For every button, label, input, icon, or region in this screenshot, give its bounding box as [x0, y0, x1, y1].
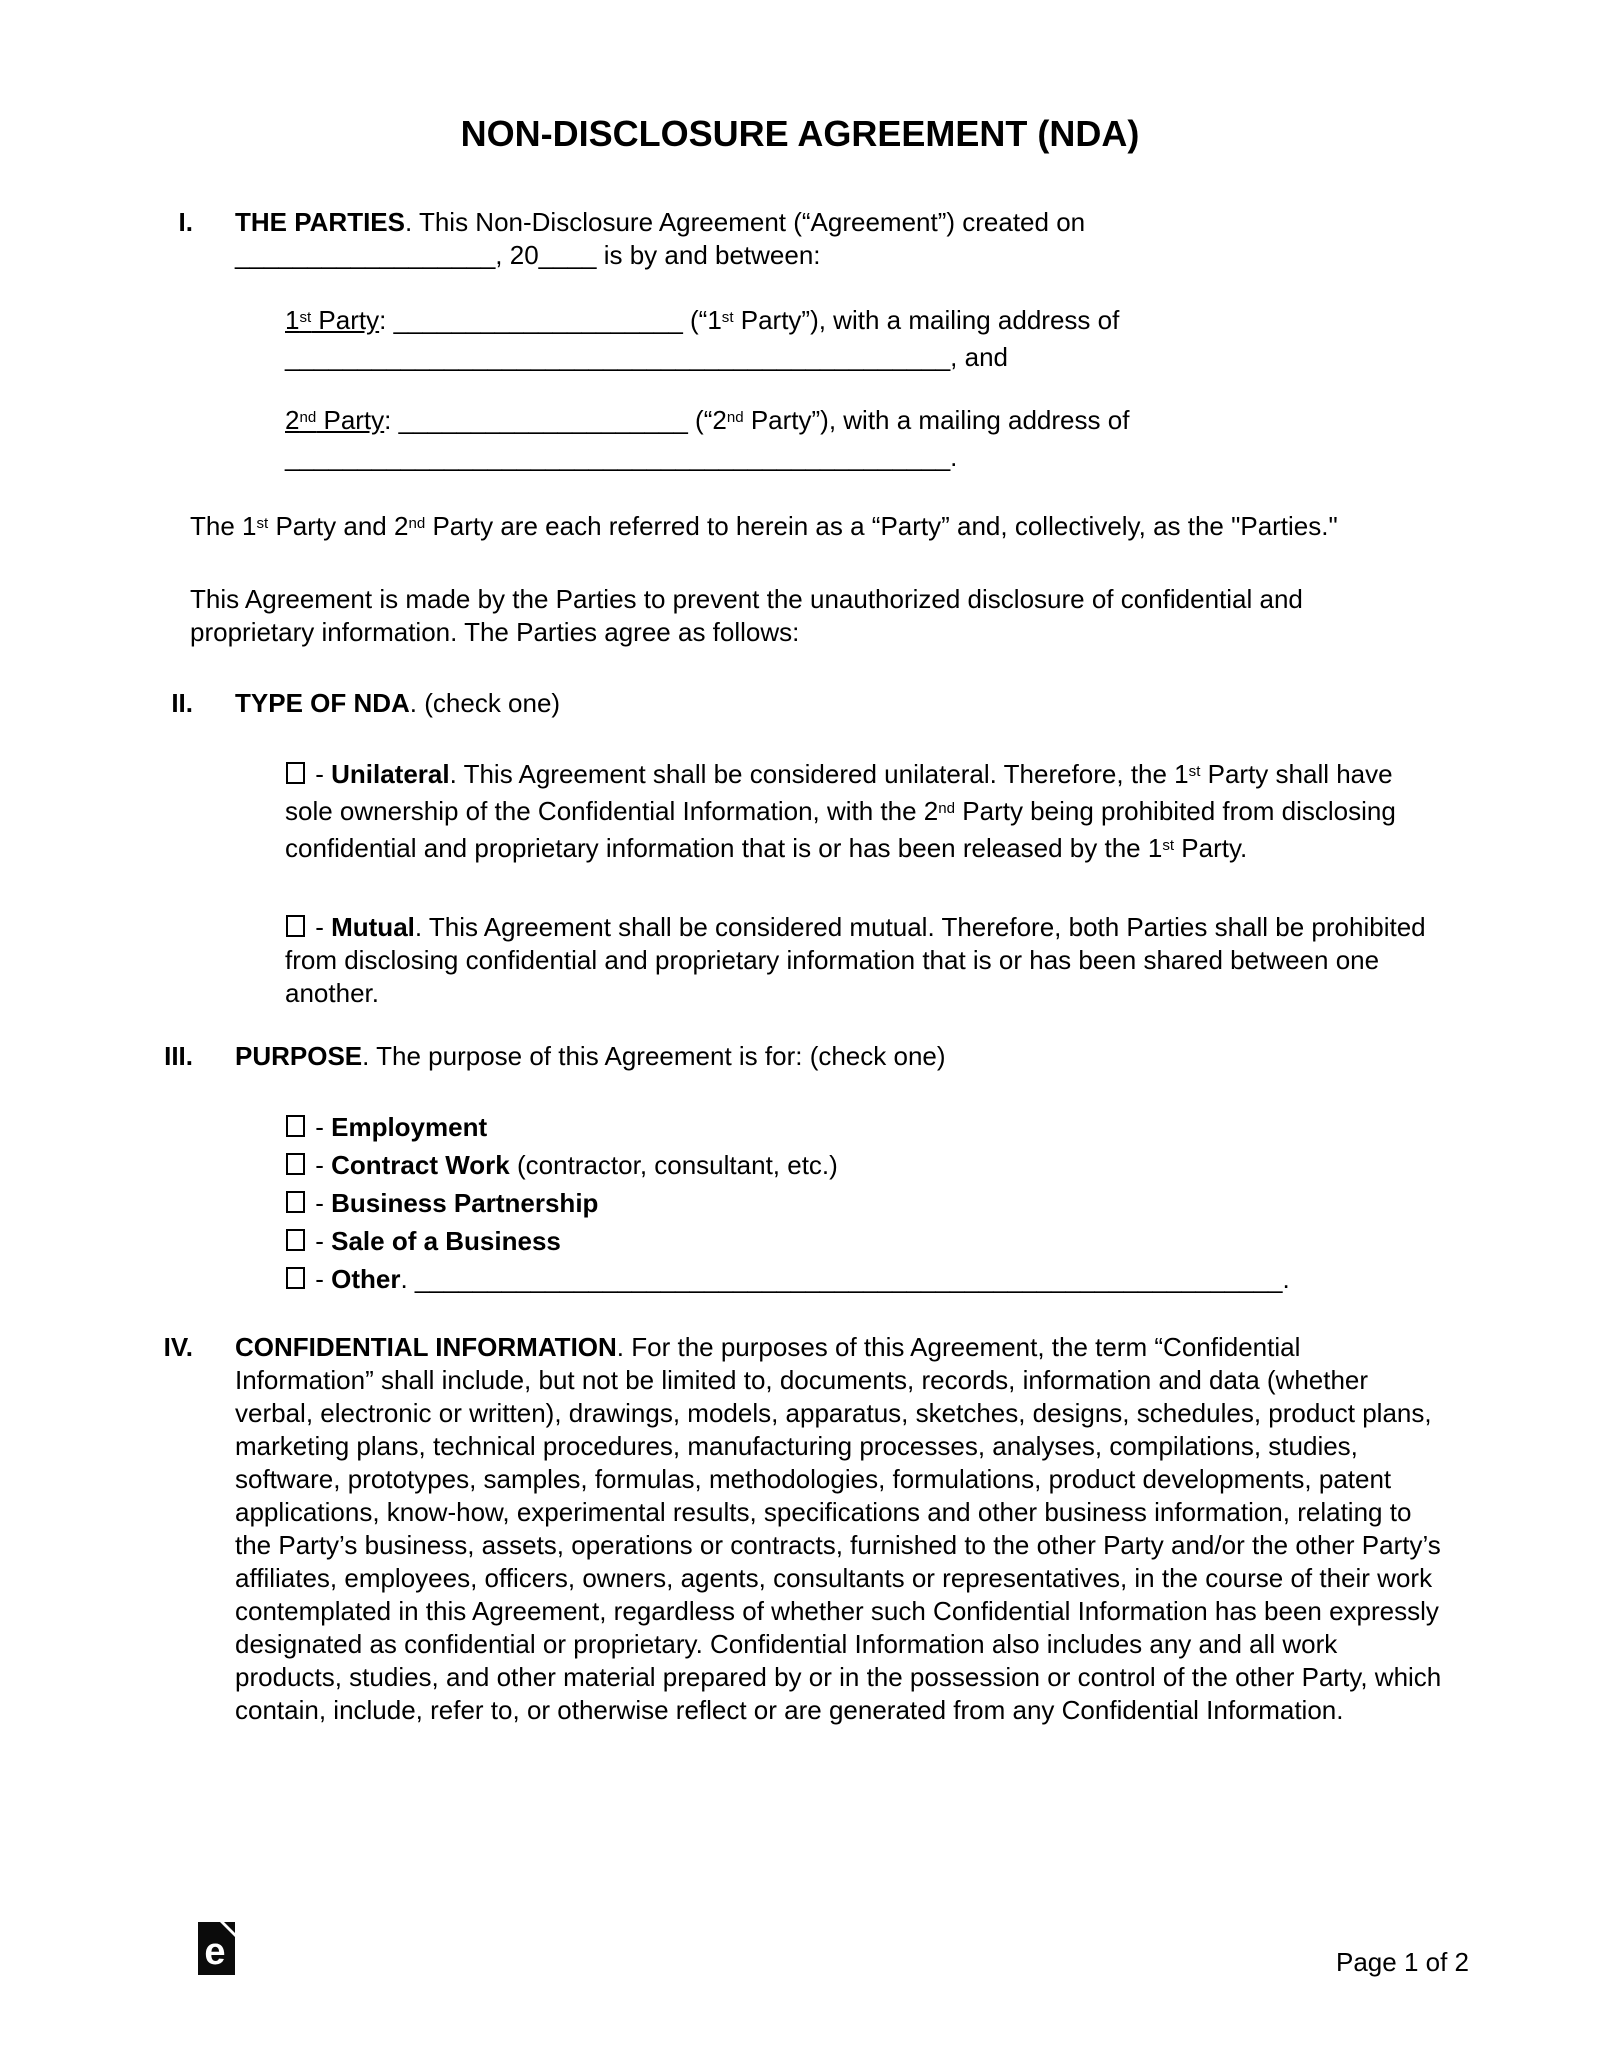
- text-fragment: nd: [299, 409, 317, 427]
- party2-name-blank[interactable]: ____________________: [398, 405, 688, 435]
- section-type-of-nda: [150, 687, 1600, 720]
- text-fragment: , 20: [495, 240, 539, 270]
- text-fragment: PURPOSE: [235, 1041, 363, 1071]
- text-fragment: Sale of a Business: [331, 1226, 561, 1256]
- text-fragment: st: [1162, 837, 1175, 855]
- section-the-parties: [150, 206, 1600, 272]
- agreement-date-blank[interactable]: __________________: [235, 240, 496, 270]
- checkbox-other[interactable]: [286, 1267, 305, 1289]
- text-fragment: . For the purposes of this Agreement, the term “Confidential Information” shall include, but not be limited to, documents, records, information and data (whether verbal, electronic or written), drawings, models, apparatus, sketches, designs, schedules, product plans, marketing plans, technical procedures, manufacturing processes, analyses, compilations, studies, software, prototypes, samples, formulas, methodologies, formulations, product developments, patent applications, know-how, experimental results, specifications and other business information, relating to the Party’s business, assets, operations or contracts, furnished to the other Party and/or the other Party’s affiliates, employees, officers, owners, agents, consultants or representatives, in the course of their work contemplated in this Agreement, regardless of whether such Confidential Information has been expressly designated as confidential or proprietary. Confidential Information also includes any and all work products, studies, and other material prepared by or in the possession or control of the other Party, which contain, include, refer to, or otherwise reflect or are generated from any Confidential Information.: [235, 1332, 1442, 1725]
- purpose-heading: [235, 1040, 1445, 1073]
- purpose-options-list: [285, 1111, 1445, 1296]
- text-fragment: -: [308, 1112, 332, 1142]
- text-fragment: . This Agreement shall be considered mutual. Therefore, both Parties shall be prohibited from disclosing confidential and proprietary information that is or has been shared between one another.: [285, 912, 1426, 1008]
- purpose-option-other: [285, 1263, 1445, 1296]
- text-fragment: nd: [938, 800, 956, 818]
- page-number-label: Page 1 of 2: [1336, 1947, 1469, 1977]
- text-fragment: .: [400, 1264, 415, 1294]
- purpose-option-sale-of-a-business: [285, 1225, 1445, 1258]
- party1-address-blank[interactable]: ______________________________________________: [285, 342, 951, 372]
- purpose-option-business-partnership: [285, 1187, 1445, 1220]
- text-fragment: . This Agreement shall be considered unilateral. Therefore, the 1: [449, 759, 1189, 789]
- text-fragment: Party”), with a mailing address of: [733, 305, 1120, 335]
- party1-line: [285, 304, 1445, 374]
- eforms-logo-icon: [198, 1922, 235, 1975]
- unilateral-option-paragraph: [285, 758, 1445, 869]
- text-fragment: -: [308, 1264, 332, 1294]
- text-fragment: . (check one): [409, 688, 561, 718]
- text-fragment: (“1: [682, 305, 722, 335]
- checkbox-business-partnership[interactable]: [286, 1191, 305, 1213]
- party2-label: [285, 405, 384, 435]
- text-fragment: . This Non-Disclosure Agreement (“Agreement”) created on: [404, 207, 1086, 237]
- mutual-option-paragraph: [285, 911, 1445, 1010]
- text-fragment: CONFIDENTIAL INFORMATION: [235, 1332, 617, 1362]
- text-fragment: (“2: [687, 405, 727, 435]
- party1-label: [285, 305, 379, 335]
- text-fragment: Mutual: [331, 912, 415, 942]
- purpose-option-contract-work: [285, 1149, 1445, 1182]
- parties-referred-paragraph: [190, 510, 1425, 547]
- text-fragment: is by and between:: [596, 240, 821, 270]
- checkbox-contract-work[interactable]: [286, 1153, 305, 1175]
- text-fragment: Party.: [1174, 833, 1248, 863]
- text-fragment: -: [308, 1226, 332, 1256]
- text-fragment: st: [1188, 763, 1201, 781]
- text-fragment: Party are each referred to herein as a “Party” and, collectively, as the "Parties.": [425, 511, 1338, 541]
- text-fragment: Employment: [331, 1112, 488, 1142]
- text-fragment: The 1: [190, 511, 257, 541]
- text-fragment: . The purpose of this Agreement is for: (check one): [362, 1041, 946, 1071]
- agreement-year-blank[interactable]: ____: [538, 240, 597, 270]
- section-numeral-2: II.: [171, 688, 193, 718]
- text-fragment: -: [308, 1150, 332, 1180]
- section-confidential-information: [150, 1331, 1600, 1727]
- text-fragment: 1: [285, 305, 300, 335]
- text-fragment: Party: [316, 405, 385, 435]
- text-fragment: st: [256, 515, 269, 533]
- type-of-nda-heading: [235, 687, 1445, 720]
- logo-letter: e: [204, 1931, 226, 1973]
- checkbox-sale-of-a-business[interactable]: [286, 1229, 305, 1251]
- checkbox-mutual[interactable]: [286, 915, 305, 937]
- party1-name-blank[interactable]: ____________________: [393, 305, 683, 335]
- text-fragment: 2: [285, 405, 300, 435]
- purpose-option-employment: [285, 1111, 1445, 1144]
- text-fragment: Business Partnership: [331, 1188, 599, 1218]
- text-fragment: Party shall have sole ownership of the Confidential Information, with the 2: [285, 759, 1393, 826]
- text-fragment: Party: [311, 305, 380, 335]
- text-fragment: Other: [331, 1264, 401, 1294]
- text-fragment: Contract Work: [331, 1150, 510, 1180]
- checkbox-employment[interactable]: [286, 1115, 305, 1137]
- section-purpose: [150, 1040, 1600, 1073]
- confidential-information-paragraph: [235, 1331, 1445, 1727]
- text-fragment: .: [950, 442, 958, 472]
- checkbox-unilateral[interactable]: [286, 762, 305, 784]
- text-fragment: :: [384, 405, 399, 435]
- text-fragment: Party and 2: [268, 511, 409, 541]
- agreement-made-by-paragraph: [190, 583, 1425, 649]
- text-fragment: (contractor, consultant, etc.): [509, 1150, 838, 1180]
- other-purpose-blank[interactable]: ____________________________________________________________: [414, 1264, 1283, 1294]
- section-numeral-1: I.: [178, 207, 193, 237]
- text-fragment: nd: [726, 409, 744, 427]
- text-fragment: TYPE OF NDA: [235, 688, 410, 718]
- text-fragment: Unilateral: [331, 759, 450, 789]
- section-numeral-4: IV.: [163, 1332, 193, 1362]
- text-fragment: , and: [950, 342, 1008, 372]
- text-fragment: Party”), with a mailing address of: [743, 405, 1130, 435]
- parties-intro-paragraph: [235, 206, 1445, 272]
- party2-line: [285, 404, 1445, 474]
- text-fragment: nd: [408, 515, 426, 533]
- party2-address-blank[interactable]: ______________________________________________: [285, 442, 951, 472]
- text-fragment: :: [379, 305, 394, 335]
- section-numeral-3: III.: [164, 1041, 193, 1071]
- text-fragment: This Agreement is made by the Parties to prevent the unauthorized disclosure of confidential and proprietary information. The Parties agree as follows:: [190, 584, 1303, 647]
- text-fragment: .: [1282, 1264, 1290, 1294]
- text-fragment: -: [308, 1188, 332, 1218]
- text-fragment: -: [308, 759, 332, 789]
- text-fragment: THE PARTIES: [235, 207, 405, 237]
- text-fragment: st: [299, 309, 312, 327]
- text-fragment: Party being prohibited from disclosing confidential and proprietary information that is or has been released by the 1: [285, 796, 1396, 863]
- document-title: NON-DISCLOSURE AGREEMENT (NDA): [460, 113, 1140, 154]
- text-fragment: -: [308, 912, 332, 942]
- text-fragment: st: [721, 309, 734, 327]
